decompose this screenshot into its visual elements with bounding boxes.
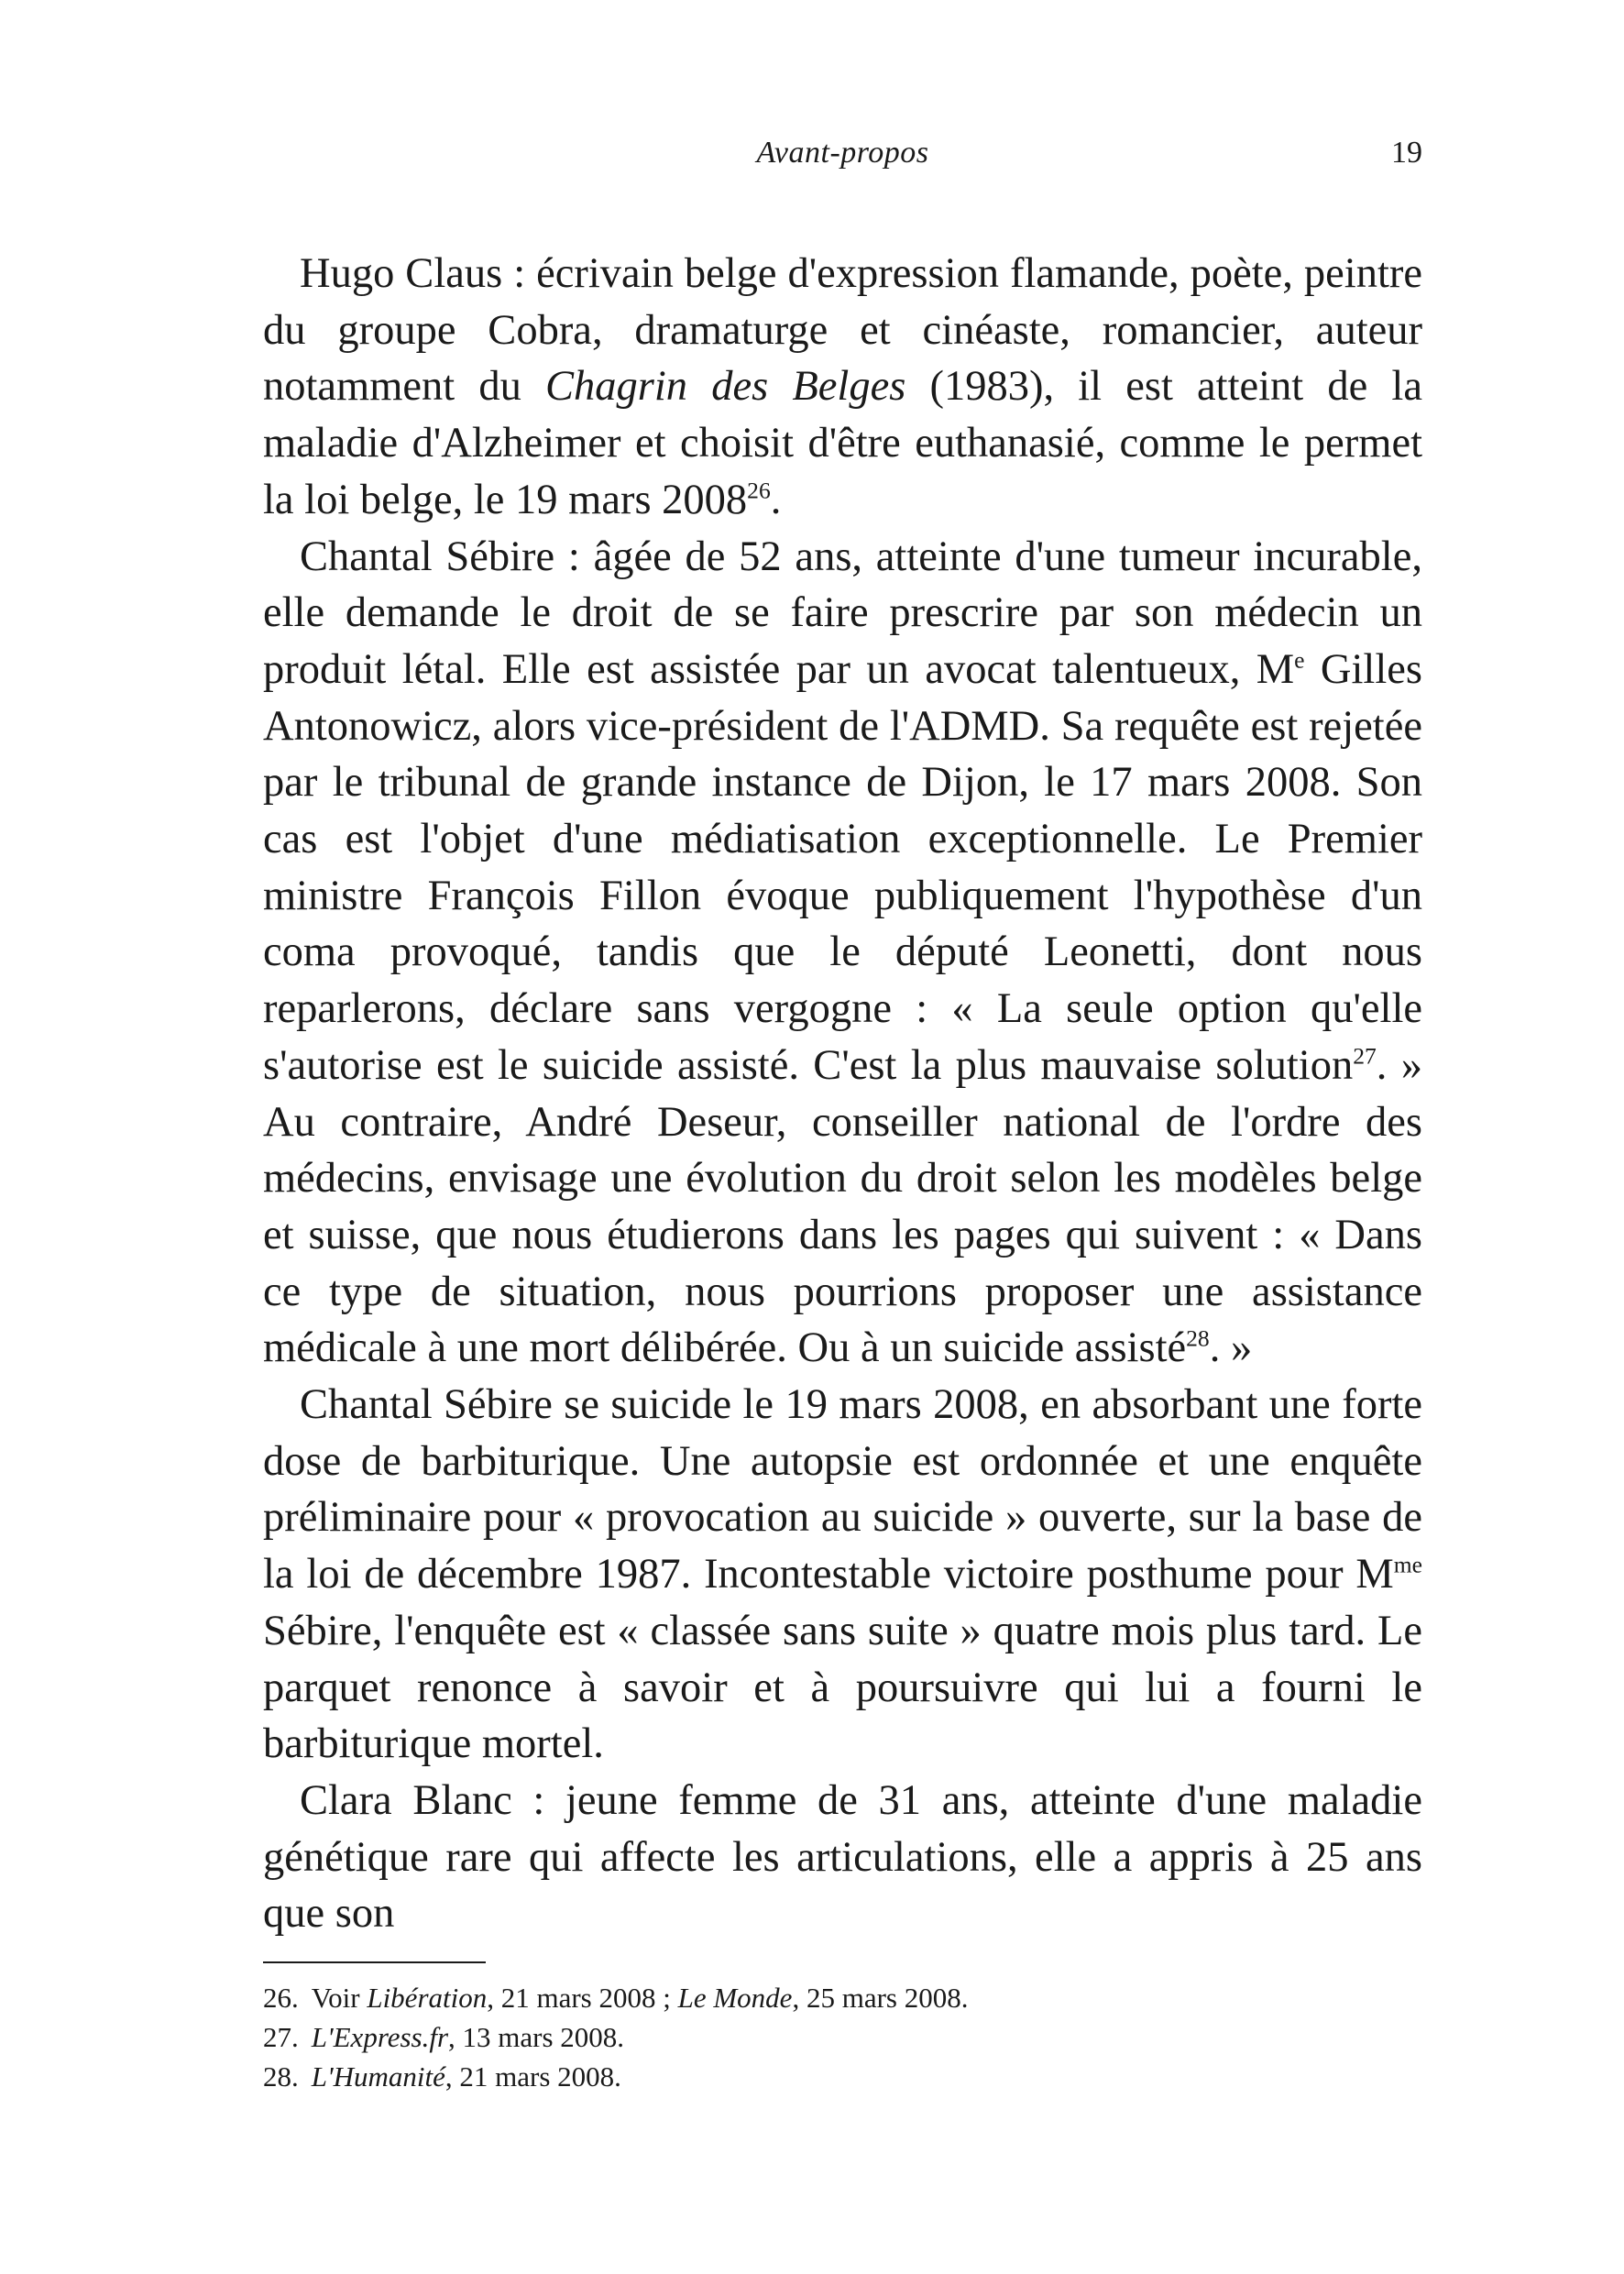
note-reference: 28: [1186, 1324, 1210, 1352]
running-title: Avant-propos: [756, 136, 929, 170]
paragraph-chantal-sebire-suicide: [263, 1377, 1422, 1773]
text-run: Chantal Sébire : âgée de 52 ans, atteinte d'une tumeur incurable, elle demande le droit de se faire prescrire par son médecin un produit létal. Elle est assistée par un avocat talentueux, M: [263, 533, 1422, 693]
paragraph-hugo-claus: [263, 246, 1422, 529]
note-reference: 27: [1353, 1042, 1377, 1070]
text-run: , 13 mars 2008.: [448, 2021, 625, 2053]
note-reference: e: [1294, 646, 1305, 674]
paragraph-chantal-sebire: [263, 529, 1422, 1378]
text-run: Sébire, l'enquête est « classée sans suite » quatre mois plus tard. Le parquet renonce à savoir et à poursuivre qui lui a fourni le barbiturique mortel.: [263, 1607, 1422, 1768]
running-header: [263, 136, 1422, 181]
italic-title: Libération: [367, 1982, 488, 2014]
footnote-separator: [263, 1961, 486, 1963]
note-reference: me: [1393, 1551, 1422, 1578]
text-run: Clara Blanc : jeune femme de 31 ans, atteinte d'une maladie génétique rare qui affecte les articulations, elle a appris à 25 ans que son: [263, 1776, 1422, 1938]
paragraph-clara-blanc: [263, 1773, 1422, 1942]
text-run: Gilles Antonowicz, alors vice-président de l'ADMD. Sa requête est rejetée par le tribunal de grande instance de Dijon, le 17 mars 2008. Son cas est l'objet d'une médiatisation exceptionnelle. Le Premier ministre François Fillon évoque publiquement l'hypothèse d'un coma provoqué, tandis que le député Leonetti, dont nous reparlerons, déclare sans vergogne : « La seule option qu'elle s'autorise est le suicide assisté. C'est la plus mauvaise solution: [263, 645, 1423, 1089]
page-number: 19: [1391, 136, 1422, 170]
footnote-number: 27.: [263, 2021, 299, 2053]
footnote-27: [263, 2017, 1422, 2057]
footnote-26: [263, 1978, 1422, 2017]
footnote-28: [263, 2057, 1422, 2096]
text-run: . » Au contraire, André Deseur, conseiller national de l'ordre des médecins, envisage une évolution du droit selon les modèles belge et suisse, que nous étudierons dans les pages qui suivent : « Dans ce type de situation, nous pourrions proposer une assistance médicale à une mort délibérée. Ou à un suicide assisté: [263, 1041, 1423, 1372]
note-reference: 26: [747, 477, 771, 504]
text-run: Chantal Sébire se suicide le 19 mars 2008, en absorbant une forte dose de barbiturique. Une autopsie est ordonnée et une enquête préliminaire pour « provocation au suicide » ouverte, sur la base de la loi de décembre 1987. Incontestable victoire posthume pour M: [263, 1381, 1422, 1598]
text-run: , 21 mars 2008.: [444, 2060, 621, 2093]
italic-title: L'Humanité: [311, 2060, 445, 2093]
text-run: .: [770, 476, 782, 523]
footnote-number: 26.: [263, 1982, 299, 2014]
footnote-number: 28.: [263, 2060, 299, 2093]
italic-title: Le Monde: [677, 1982, 793, 2014]
body-text: [263, 246, 1422, 1942]
text-run: Voir: [311, 1982, 368, 2014]
text-run: , 25 mars 2008.: [792, 1982, 969, 2014]
text-run: , 21 mars 2008 ;: [487, 1982, 678, 2014]
text-run: Hugo Claus : écrivain belge d'expression flamande, poète, peintre du groupe Cobra, dramaturge et cinéaste, romancier, auteur notamment du: [263, 250, 1422, 411]
footnotes: [263, 1978, 1422, 2096]
text-run: (1983), il est atteint de la maladie d'Alzheimer et choisit d'être euthanasié, comme le permet la loi belge, le 19 mars 2008: [263, 363, 1422, 523]
footnote-text: [312, 2017, 624, 2057]
italic-title: L'Express.fr: [311, 2021, 449, 2053]
italic-title: Chagrin des Belges: [545, 363, 906, 411]
footnote-text: [312, 1978, 969, 2017]
text-run: . »: [1209, 1324, 1253, 1372]
footnote-text: [312, 2057, 621, 2096]
